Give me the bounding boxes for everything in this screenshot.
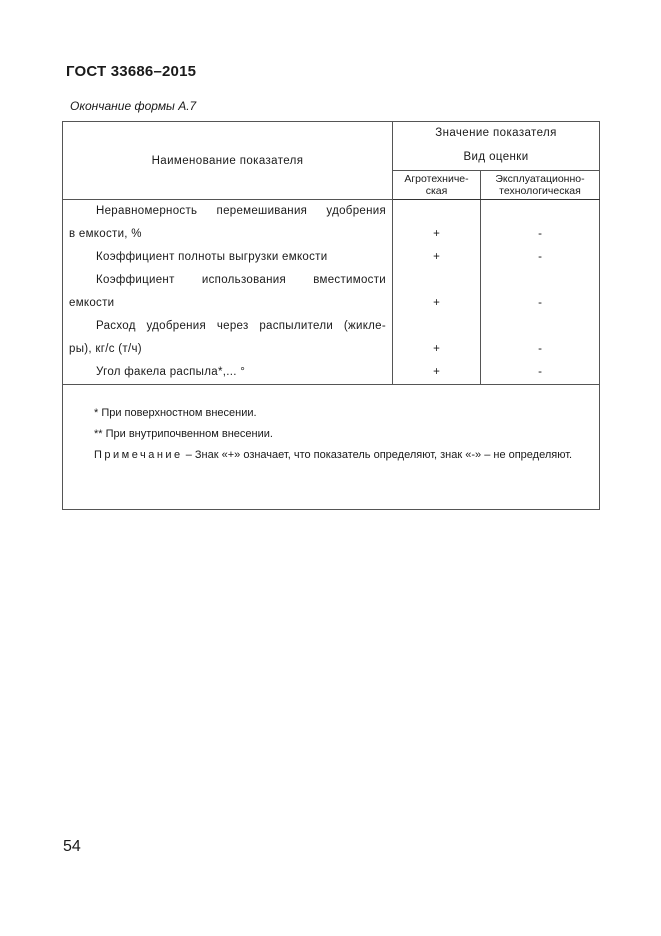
indicator-line: Коэффициент использования вместимости bbox=[96, 274, 386, 286]
expl-mark: - bbox=[538, 366, 542, 378]
operational-values-column bbox=[481, 200, 600, 385]
indicators-table bbox=[62, 121, 600, 510]
column-header-name: Наименование показателя bbox=[63, 122, 393, 200]
indicator-line: Неравномерность перемешивания удобрения bbox=[96, 205, 386, 217]
column-header-assessment-kind: Вид оценки bbox=[393, 144, 600, 171]
column-header-value: Значение показателя bbox=[393, 122, 600, 145]
remark-label: Примечание bbox=[94, 449, 183, 461]
expl-mark: - bbox=[538, 251, 542, 263]
agrotechnical-line-1: Агротехниче- bbox=[404, 173, 469, 185]
remark-text: – Знак «+» означает, что показатель определяют, знак «-» – не определяют. bbox=[182, 449, 573, 461]
column-header-agrotechnical bbox=[393, 171, 481, 200]
column-header-operational bbox=[481, 171, 600, 200]
expl-mark: - bbox=[538, 297, 542, 309]
indicator-line: в емкости, % bbox=[69, 228, 142, 240]
table-body-row bbox=[63, 200, 600, 385]
table-caption: Окончание формы А.7 bbox=[70, 99, 197, 113]
indicator-line: емкости bbox=[69, 297, 115, 309]
agro-mark: + bbox=[433, 228, 440, 240]
header-row bbox=[63, 122, 600, 145]
page-number: 54 bbox=[63, 838, 81, 855]
operational-line-1: Эксплуатационно- bbox=[495, 173, 585, 185]
indicator-line: Коэффициент полноты выгрузки емкости bbox=[96, 251, 328, 263]
footnote-subsurface: ** При внутрипочвенном внесении. bbox=[94, 428, 273, 440]
expl-mark: - bbox=[538, 343, 542, 355]
agrotechnical-line-2: ская bbox=[425, 185, 448, 197]
indicator-line: Угол факела распыла*,... ° bbox=[96, 366, 246, 378]
agro-mark: + bbox=[433, 343, 440, 355]
document-header: ГОСТ 33686–2015 bbox=[66, 63, 197, 80]
notes-cell bbox=[63, 385, 600, 510]
indicator-line: Расход удобрения через распылители (жикле- bbox=[96, 320, 386, 332]
expl-mark: - bbox=[538, 228, 542, 240]
notes-row bbox=[63, 385, 600, 510]
remark bbox=[71, 445, 587, 466]
indicator-names-column bbox=[63, 200, 393, 385]
footnote-surface: * При поверхностном внесении. bbox=[94, 407, 257, 419]
operational-line-2: технологическая bbox=[499, 185, 581, 197]
agro-mark: + bbox=[433, 251, 440, 263]
indicator-line: ры), кг/с (т/ч) bbox=[69, 343, 142, 355]
agrotechnical-values-column bbox=[393, 200, 481, 385]
agro-mark: + bbox=[433, 297, 440, 309]
agro-mark: + bbox=[433, 366, 440, 378]
